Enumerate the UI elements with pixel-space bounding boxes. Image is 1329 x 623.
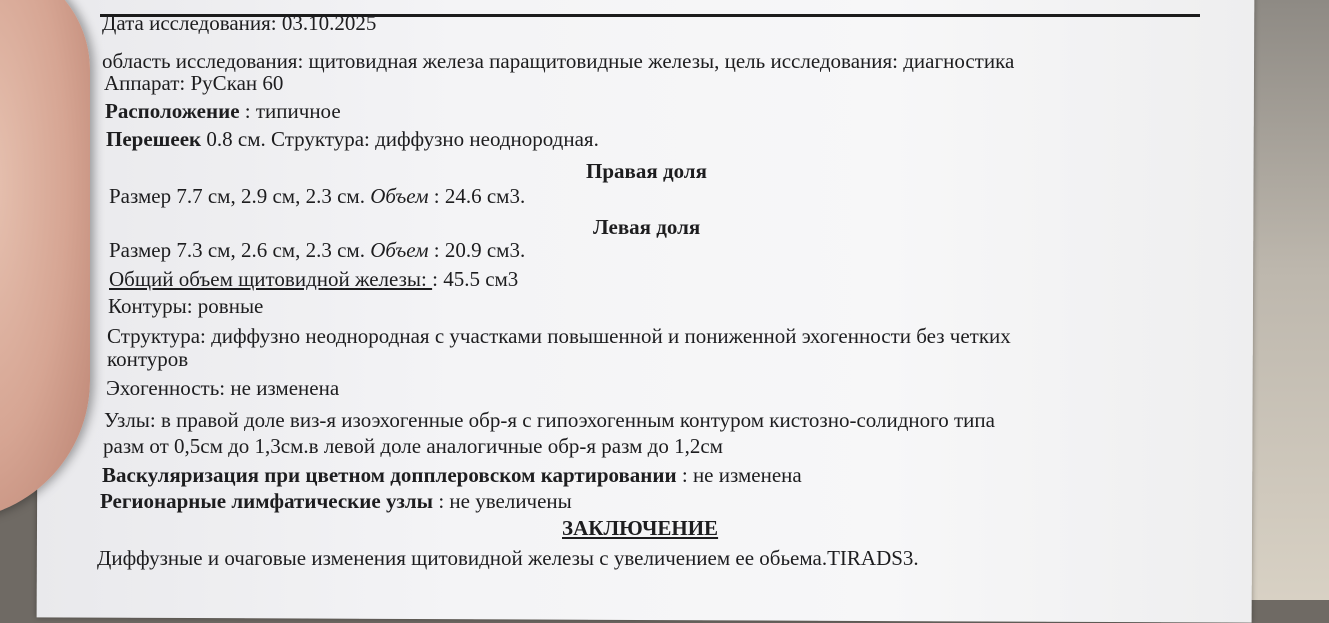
left-lobe-title: Левая доля [593,215,701,239]
vascularization-label: Васкуляризация при цветном допплеровском картировании [102,463,677,487]
device: Аппарат: РуСкан 60 [104,71,284,95]
total-volume-label: Общий объем щитовидной железы: [109,267,433,291]
left-lobe-dimensions: Размер 7.3 см, 2.6 см, 2.3 см. [109,238,371,262]
conclusion-title: ЗАКЛЮЧЕНИЕ [562,516,719,540]
total-volume-value: : 45.5 см3 [432,267,519,291]
right-lobe-size [109,186,525,207]
isthmus-value: 0.8 см. Структура: диффузно неоднородная. [201,127,599,151]
left-lobe-volume-value: : 20.9 см3. [428,238,526,262]
lymph-nodes-value: : не увеличены [433,489,572,513]
vascularization-line [102,465,802,486]
location-value: : типичное [239,99,341,123]
contours: Контуры: ровные [108,294,264,318]
structure-line-1: Структура: диффузно неоднородная с участками повышенной и пониженной эхогенности без четких [107,324,1011,348]
location-label: Расположение [105,99,240,123]
conclusion-text: Диффузные и очаговые изменения щитовидной железы с увеличением ее обьема.TIRADS3. [97,546,919,570]
exam-area: область исследования: щитовидная железа паращитовидные железы, цель исследования: диагностика [102,49,1015,73]
right-lobe-dimensions: Размер 7.7 см, 2.9 см, 2.3 см. [109,184,371,208]
isthmus-line [106,129,599,150]
location-line [105,101,341,122]
vascularization-value: : не изменена [676,463,802,487]
left-lobe-size [109,240,525,261]
right-lobe-title: Правая доля [586,159,707,183]
echogenicity: Эхогенность: не изменена [106,376,340,400]
nodes-line-1: Узлы: в правой доле виз-я изоэхогенные обр-я с гипоэхогенным контуром кистозно-солидного типа [104,408,995,432]
right-lobe-volume-value: : 24.6 см3. [428,184,526,208]
left-lobe-volume-label: Объем [370,238,429,262]
right-lobe-volume-label: Объем [370,184,429,208]
isthmus-label: Перешеек [106,127,202,151]
total-volume [109,269,518,290]
exam-date: Дата исследования: 03.10.2025 [102,11,377,35]
lymph-nodes-line [100,491,572,512]
nodes-line-2: разм от 0,5см до 1,3см.в левой доле аналогичные обр-я разм до 1,2см [103,434,723,458]
lymph-nodes-label: Регионарные лимфатические узлы [100,489,434,513]
structure-line-2: контуров [107,347,189,371]
